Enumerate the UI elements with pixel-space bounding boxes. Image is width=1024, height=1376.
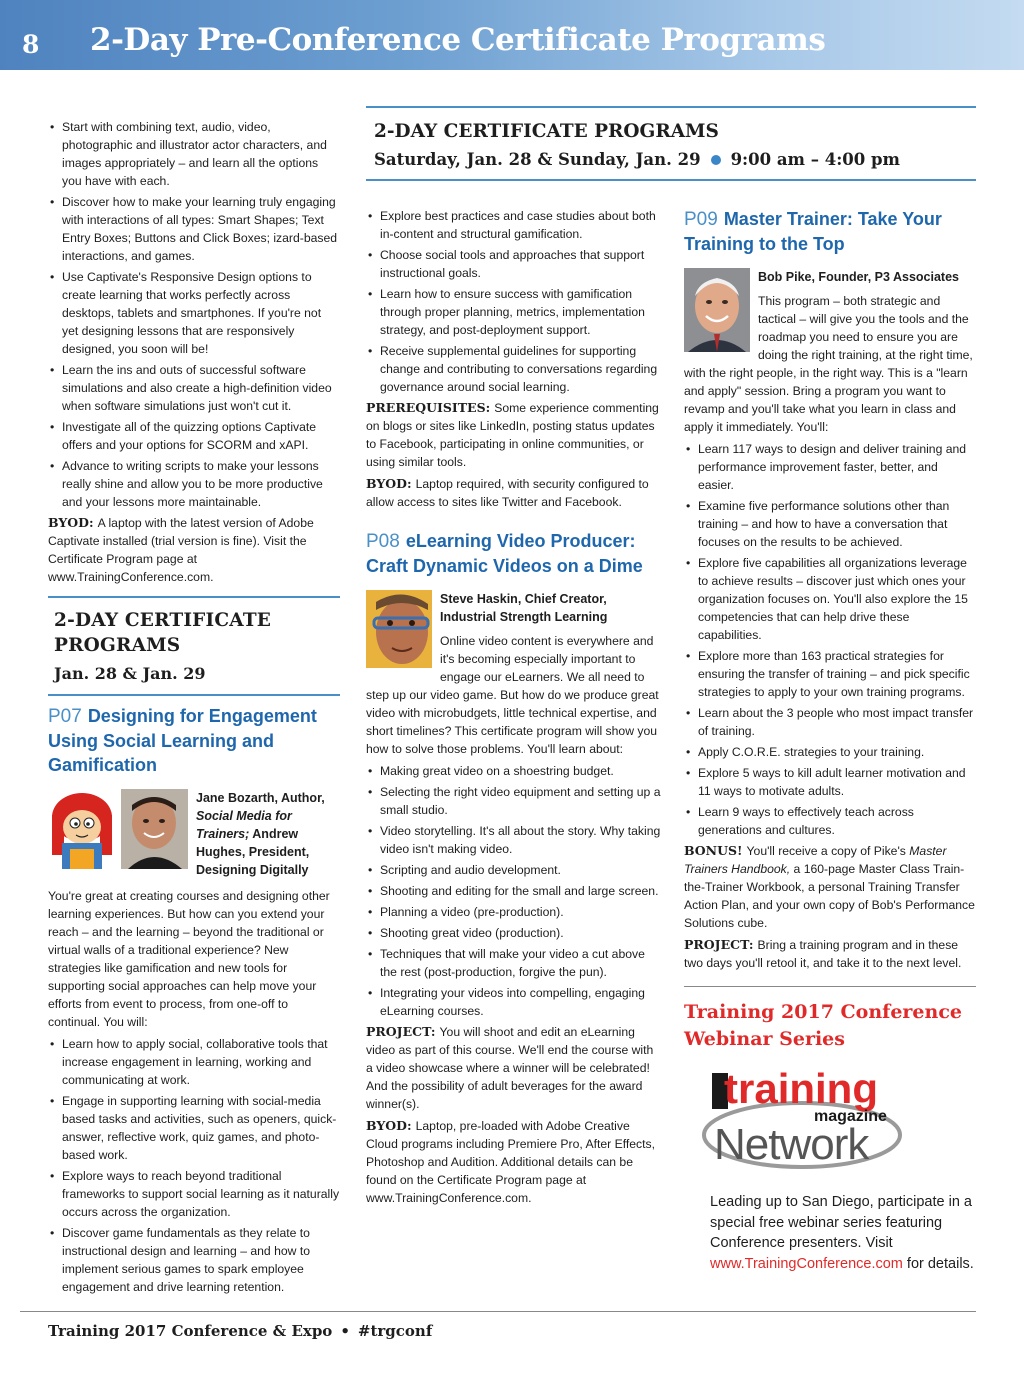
program-heading-p08 (366, 529, 662, 578)
prereq-paragraph (366, 399, 662, 471)
prereq-label: PREREQUISITES: (366, 400, 491, 415)
project-paragraph (684, 936, 976, 972)
list-item: • Scripting and audio development. (366, 861, 662, 879)
column-3 (684, 207, 976, 1274)
program-intro: Online video content is everywhere and it's becoming especially important to engage our eLearners. We all need to step up our video game. But how do we produce great video with microbudgets, little technical expertise, and short timelines? This certificate program will show you how to solve those problems. You'll learn about: (366, 634, 659, 756)
bullet-list (48, 118, 340, 511)
list-item: • Learn 117 ways to design and deliver training and performance improvement faster, better, and easier. (684, 440, 976, 494)
list-item: • Choose social tools and approaches that support instructional goals. (366, 246, 662, 282)
byod-paragraph (48, 514, 340, 586)
program-code: P09 (684, 209, 718, 230)
presenter-name: Bob Pike, Founder, P3 Associates (758, 270, 959, 284)
webinar-tail: for details. (906, 1255, 974, 1272)
schedule-time: 9:00 am – 4:00 pm (730, 150, 901, 169)
list-item: • Learn how to apply social, collaborative tools that increase engagement in learning, working and communicating at work. (48, 1035, 340, 1089)
presenter-photos (48, 789, 188, 874)
list-item: • Video storytelling. It's all about the story. Why taking video isn't making video. (366, 822, 662, 858)
bullet-list (366, 207, 662, 396)
list-item: • Learn the ins and outs of successful software simulations and also create a high-definition video when software simulations just won't cut it. (48, 361, 340, 415)
cert-title: 2-DAY CERTIFICATE PROGRAMS (54, 610, 272, 656)
byod-label: BYOD: (366, 1118, 412, 1133)
project-text: Bring a training program and in these two days you'll retool it, and take it to the next level. (684, 938, 962, 970)
presenter-book: Social Media for Trainers; (196, 809, 292, 841)
list-item: • Shooting and editing for the small and large screen. (366, 882, 662, 900)
presenter-p09 (684, 268, 976, 440)
conference-link[interactable]: www.TrainingConference.com (710, 1255, 903, 1272)
bonus-post: a 160-page Master Class Train-the-Trainer Workbook, a personal Training Transfer Action Plan, and your own copy of Bob's Performance Solutions cube. (684, 862, 975, 930)
program-intro: You're great at creating courses and designing other learning experiences. But how can you extend your reach – and the learning – beyond the traditional or virtual walls of a traditional experience? New strategies like gamification and new tools for supporting social approaches can help move your efforts from event to process, from one-off to continual. You will: (48, 889, 330, 1029)
page-header (0, 0, 1024, 70)
list-item: • Advance to writing scripts to make your lessons really shine and allow you to be more productive and your lessons more maintainable. (48, 457, 340, 511)
project-label: PROJECT: (366, 1024, 436, 1039)
byod-label: BYOD: (366, 476, 412, 491)
presenter-photo (684, 268, 750, 357)
byod-text: A laptop with the latest version of Adobe Captivate installed (trial version is fine). Visit the Certificate Program page at www.TrainingConference.com. (48, 516, 314, 584)
byod-paragraph (366, 475, 662, 511)
column-2 (366, 207, 662, 1211)
byod-paragraph (366, 1117, 662, 1207)
list-item: • Start with combining text, audio, video, photographic and illustrator actor characters, and images appropriately – and learn all the options you have with each. (48, 118, 340, 190)
list-item: • Use Captivate's Responsive Design options to create learning that works perfectly across desktops, tablets and smartphones. If you're not yet designing lessons that are responsively designed, you soon will be! (48, 268, 340, 358)
bullet-list (684, 440, 976, 839)
bullet-dot-icon (711, 155, 721, 165)
presenter-p07 (48, 789, 340, 879)
cert-dates: Jan. 28 & Jan. 29 (54, 664, 206, 683)
footer-divider (20, 1311, 976, 1312)
webinar-text (710, 1192, 976, 1274)
byod-text: Laptop, pre-loaded with Adobe Creative Cloud programs including Premiere Pro, After Effects, Photoshop and Audition. Additional details can be found on the Certificate Program page at www.TrainingConference.com. (366, 1119, 656, 1205)
presenter-photo (366, 590, 432, 673)
program-title: Designing for Engagement Using Social Learning and Gamification (48, 706, 317, 775)
logo-word-2: magazine (814, 1108, 887, 1125)
page-title: 2-Day Pre-Conference Certificate Programs (90, 22, 826, 58)
footer-hashtag: #trgconf (357, 1322, 433, 1340)
list-item: • Making great video on a shoestring budget. (366, 762, 662, 780)
list-item: • Investigate all of the quizzing options Captivate offers and your options for SCORM and xAPI. (48, 418, 340, 454)
program-code: P08 (366, 531, 400, 552)
webinar-visit: Visit (865, 1235, 893, 1251)
page-footer (48, 1322, 432, 1340)
bullet-list (48, 1035, 340, 1296)
list-item: • Examine five performance solutions other than training – and how to have a conversation that focuses on the results to be achieved. (684, 497, 976, 551)
logo-word-1: training (724, 1065, 878, 1112)
program-intro: This program – both strategic and tactical – will give you the tools and the roadmap you need to ensure you are doing the right training, at the right time, with the right people, in the right way. This is a "learn and apply" session. Bring a program you want to revamp and you'll take what you learn in class and apply it immediately. You'll: (684, 294, 973, 434)
project-paragraph (366, 1023, 662, 1113)
list-item: • Planning a video (pre-production). (366, 903, 662, 921)
presenter-and: Andrew (252, 827, 299, 841)
cert-box (48, 596, 340, 696)
column-1 (48, 118, 340, 1299)
webinar-title: Training 2017 Conference Webinar Series (684, 1001, 962, 1050)
presenter-photo-bob (684, 268, 750, 352)
schedule-title: 2-DAY CERTIFICATE PROGRAMS (374, 121, 719, 142)
divider (684, 986, 976, 987)
schedule-header (366, 106, 976, 181)
list-item: • Explore ways to reach beyond traditional frameworks to support social learning as it naturally occurs across the organization. (48, 1167, 340, 1221)
byod-text: Laptop required, with security configured to allow access to sites like Twitter and Facebook. (366, 477, 649, 509)
list-item: • Shooting great video (production). (366, 924, 662, 942)
presenter-photo-steve (366, 590, 432, 668)
list-item: • Explore more than 163 practical strategies for ensuring the transfer of training – and pick specific strategies to apply to your own training programs. (684, 647, 976, 701)
list-item: • Engage in supporting learning with social-media based tasks and activities, such as openers, quick-answer, reflective work, quiz games, and photo-based work. (48, 1092, 340, 1164)
presenter-p08 (366, 590, 662, 762)
list-item: • Learn about the 3 people who most impact transfer of training. (684, 704, 976, 740)
list-item: • Learn how to ensure success with gamification through proper planning, metrics, implementation strategy, and post-deployment support. (366, 285, 662, 339)
divider (366, 179, 976, 181)
page-number: 8 (22, 30, 40, 59)
presenter-name-1: Jane Bozarth, Author, (196, 791, 325, 805)
list-item: • Integrating your videos into compelling, engaging eLearning courses. (366, 984, 662, 1020)
schedule-line (366, 146, 976, 179)
list-item: • Techniques that will make your video a cut above the rest (post-production, forgive the pun). (366, 945, 662, 981)
bonus-book: Master Trainers Handbook, (684, 844, 947, 876)
list-item: • Apply C.O.R.E. strategies to your training. (684, 743, 976, 761)
program-heading-p07 (48, 704, 340, 777)
divider (48, 694, 340, 696)
bonus-paragraph (684, 842, 976, 932)
program-title: eLearning Video Producer: Craft Dynamic Videos on a Dime (366, 531, 643, 576)
webinar-description: Leading up to San Diego, participate in a special free webinar series featuring Conference presenters. (710, 1194, 972, 1251)
list-item: • Receive supplemental guidelines for supporting change and contributing to conversations regarding governance around social learning. (366, 342, 662, 396)
presenter-photo-avatars (48, 789, 188, 869)
logo-word-3: Network (714, 1120, 869, 1169)
bullet-list (366, 762, 662, 1020)
bullet-dot-icon: • (340, 1322, 350, 1340)
list-item: • Discover how to make your learning truly engaging with interactions of all types: Smart Shapes; Text Entry Boxes; Buttons and Click Boxes; izard-based interactions, and games. (48, 193, 340, 265)
project-text: You will shoot and edit an eLearning video as part of this course. We'll end the course with a video showcase where a winner will be celebrated! And the possibility of adult beverages for the award winner(s). (366, 1025, 654, 1111)
presenter-name-2: Hughes, President, Designing Digitally (196, 845, 310, 877)
bonus-label: BONUS! (684, 843, 743, 858)
program-heading-p09 (684, 207, 976, 256)
byod-label: BYOD: (48, 515, 94, 530)
schedule-dates: Saturday, Jan. 28 & Sunday, Jan. 29 (374, 150, 701, 169)
presenter-name: Steve Haskin, Chief Creator, Industrial Strength Learning (440, 592, 608, 624)
footer-left: Training 2017 Conference & Expo (48, 1322, 333, 1340)
program-title: Master Trainer: Take Your Training to the Top (684, 209, 942, 254)
list-item: • Discover game fundamentals as they relate to instructional design and learning – and how to implement serious games to spark employee engagement and drive learning retention. (48, 1224, 340, 1296)
list-item: • Learn 9 ways to effectively teach across generations and cultures. (684, 803, 976, 839)
project-label: PROJECT: (684, 937, 754, 952)
program-code: P07 (48, 706, 82, 727)
list-item: • Explore 5 ways to kill adult learner motivation and 11 ways to motivate adults. (684, 764, 976, 800)
prereq-text: Some experience commenting on blogs or sites like LinkedIn, posting status updates to Facebook, participating in online communities, or using similar tools. (366, 401, 659, 469)
list-item: • Explore best practices and case studies about both in-content and structural gamification. (366, 207, 662, 243)
list-item: • Selecting the right video equipment and setting up a small studio. (366, 783, 662, 819)
bonus-pre: You'll receive a copy of Pike's (746, 844, 906, 858)
training-network-logo (702, 1063, 976, 1180)
training-magazine-network-logo (702, 1063, 912, 1175)
list-item: • Explore five capabilities all organizations leverage to achieve results – discover just which ones your organization focuses on. You'll also explore the 15 competencies that can help drive these capabilities. (684, 554, 976, 644)
